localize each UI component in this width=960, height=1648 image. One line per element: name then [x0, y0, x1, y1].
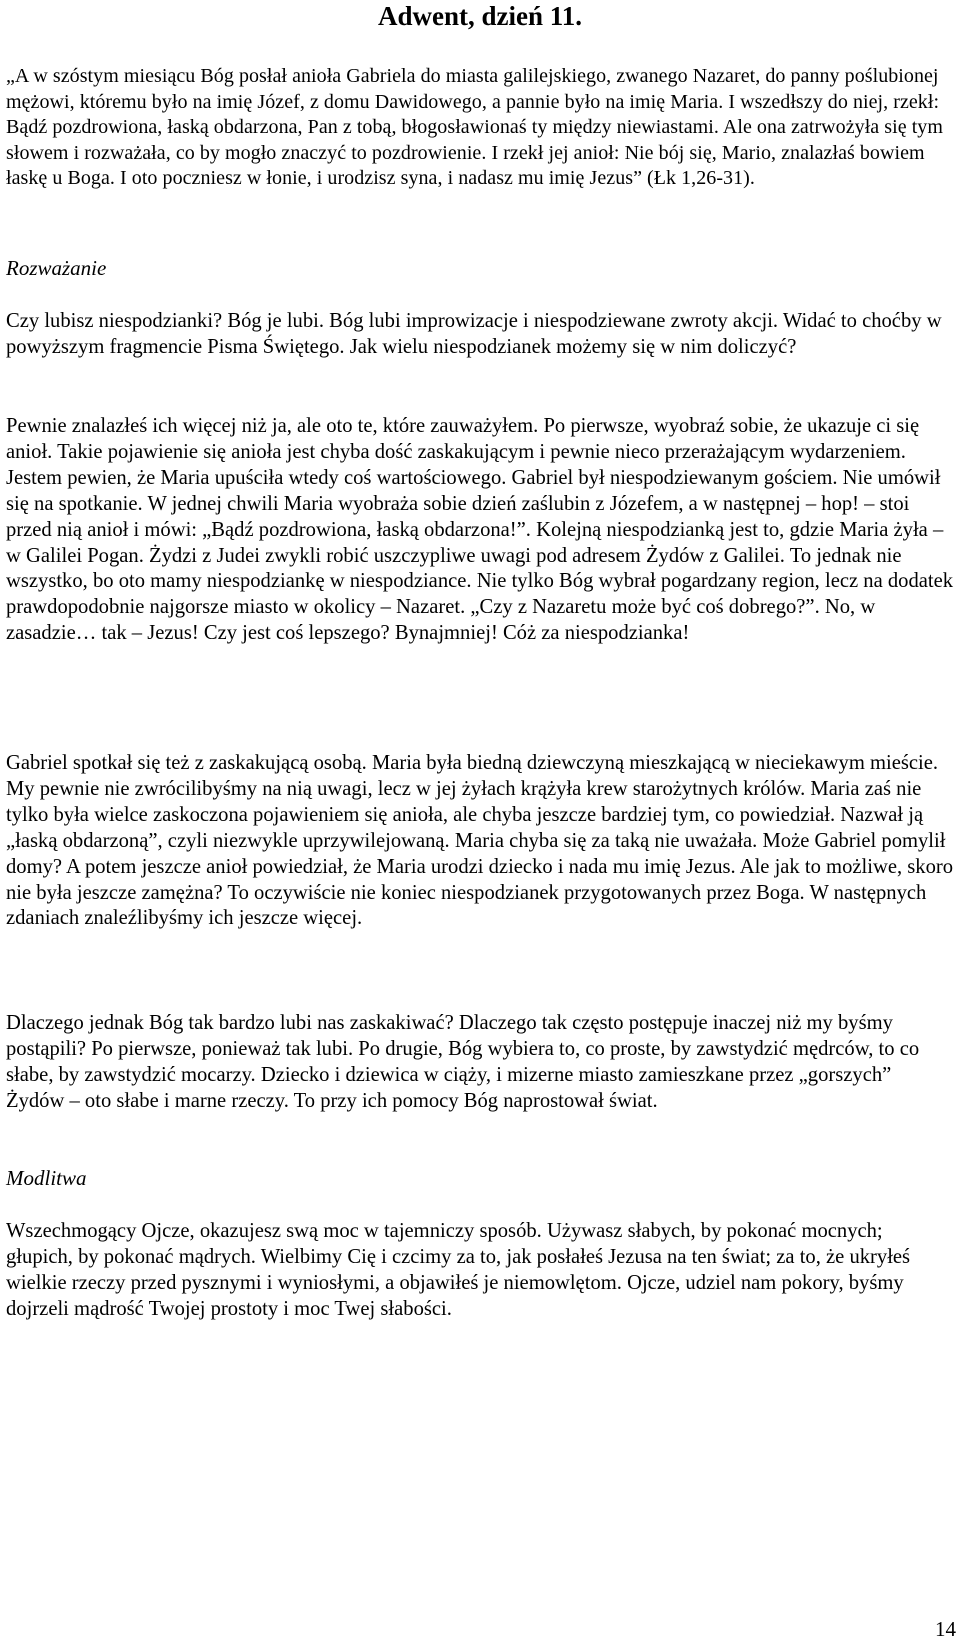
reflection-heading: Rozważanie	[6, 256, 107, 280]
page-title: Adwent, dzień 11.	[377, 1, 583, 31]
reflection-paragraph-4: Dlaczego jednak Bóg tak bardzo lubi nas zaskakiwać? Dlaczego tak często postępuje inaczej niż my byśmy postąpili? Po pierwsze, ponieważ tak lubi. Po drugie, Bóg wybiera to, co proste, by zawstydzić mędrców, to co słabe, by zawstydzić mocarzy. Dziecko i dziewica w ciąży, i mizerne miasto zamieszkane przez „gorszych” Żydów – oto słabe i marne rzeczy. To przy ich pomocy Bóg naprostował świat.	[6, 1012, 920, 1112]
reflection-paragraph-1: Czy lubisz niespodzianki? Bóg je lubi. Bóg lubi improwizacje i niespodziewane zwroty akcji. Widać to choćby w powyższym fragmencie Pisma Świętego. Jak wielu niespodzianek możemy się w nim doliczyć?	[6, 310, 942, 358]
reflection-paragraph-3: Gabriel spotkał się też z zaskakującą osobą. Maria była biedną dziewczyną mieszkającą w nieciekawym mieście. My pewnie nie zwrócilibyśmy na nią uwagi, lecz w jej żyłach krążyła krew starożytnych królów. Maria zaś nie tylko była wielce zaskoczona pojawieniem się anioła, ale chyba jeszcze bardziej tym, co powiedział. Nazwał ją „łaską obdarzoną”, czyli niezwykle uprzywilejowaną. Maria chyba się za taką nie uważała. Może Gabriel pomylił domy? A potem jeszcze anioł powiedział, że Maria urodzi dziecko i nada mu imię Jezus. Ale jak to możliwe, skoro nie była jeszcze zamężna? To oczywiście nie koniec niespodzianek przygotowanych przez Boga. W następnych zdaniach znaleźlibyśmy ich jeszcze więcej.	[6, 752, 954, 930]
gospel-passage: „A w szóstym miesiącu Bóg posłał anioła Gabriela do miasta galilejskiego, zwanego Nazaret, do panny poślubionej mężowi, któremu było na imię Józef, z domu Dawidowego, a pannie było na imię Maria. I wszedłszy do niej, rzekł: Bądź pozdrowiona, łaską obdarzona, Pan z tobą, błogosławionaś ty między niewiastami. Ale ona zatrwożyła się tym słowem i rozważała, co by mogło znaczyć to pozdrowienie. I rzekł jej anioł: Nie bój się, Mario, znalazłaś bowiem łaskę u Boga. I oto poczniesz w łonie, i urodzisz syna, i nadasz mu imię Jezus” (Łk 1,26-31).	[6, 65, 943, 190]
prayer-heading: Modlitwa	[6, 1166, 87, 1190]
page-number: 14	[935, 1617, 956, 1641]
prayer-text: Wszechmogący Ojcze, okazujesz swą moc w tajemniczy sposób. Używasz słabych, by pokonać mocnych; głupich, by pokonać mądrych. Wielbimy Cię i czcimy za to, jak posłałeś Jezusa na ten świat; za to, że ukryłeś wielkie rzeczy przed pysznymi i wyniosłymi, a objawiłeś je niemowlętom. Ojcze, udziel nam pokory, byśmy dojrzeli mądrość Twojej prostoty i moc Twej słabości.	[6, 1220, 911, 1320]
reflection-paragraph-2: Pewnie znalazłeś ich więcej niż ja, ale oto te, które zauważyłem. Po pierwsze, wyobraź sobie, że ukazuje ci się anioł. Takie pojawienie się anioła jest chyba dość zaskakującym i pewnie nieco przerażającym wydarzeniem. Jestem pewien, że Maria upuściła wtedy coś wartościowego. Gabriel był niespodziewanym gościem. Nie umówił się na spotkanie. W jednej chwili Maria wyobraża sobie dzień zaślubin z Józefem, a w następnej – hop! – stoi przed nią anioł i mówi: „Bądź pozdrowiona, łaską obdarzona!”. Kolejną niespodzianką jest to, gdzie Maria żyła – w Galilei Pogan. Żydzi z Judei zwykli robić uszczypliwe uwagi pod adresem Żydów z Galilei. To jednak nie wszystko, bo oto mamy niespodziankę w niespodziance. Nie tylko Bóg wybrał pogardzany region, lecz na dodatek prawdopodobnie najgorsze miasto w okolicy – Nazaret. „Czy z Nazaretu może być coś dobrego?”. No, w zasadzie… tak – Jezus! Czy jest coś lepszego? Bynajmniej! Cóż za niespodzianka!	[6, 415, 954, 645]
